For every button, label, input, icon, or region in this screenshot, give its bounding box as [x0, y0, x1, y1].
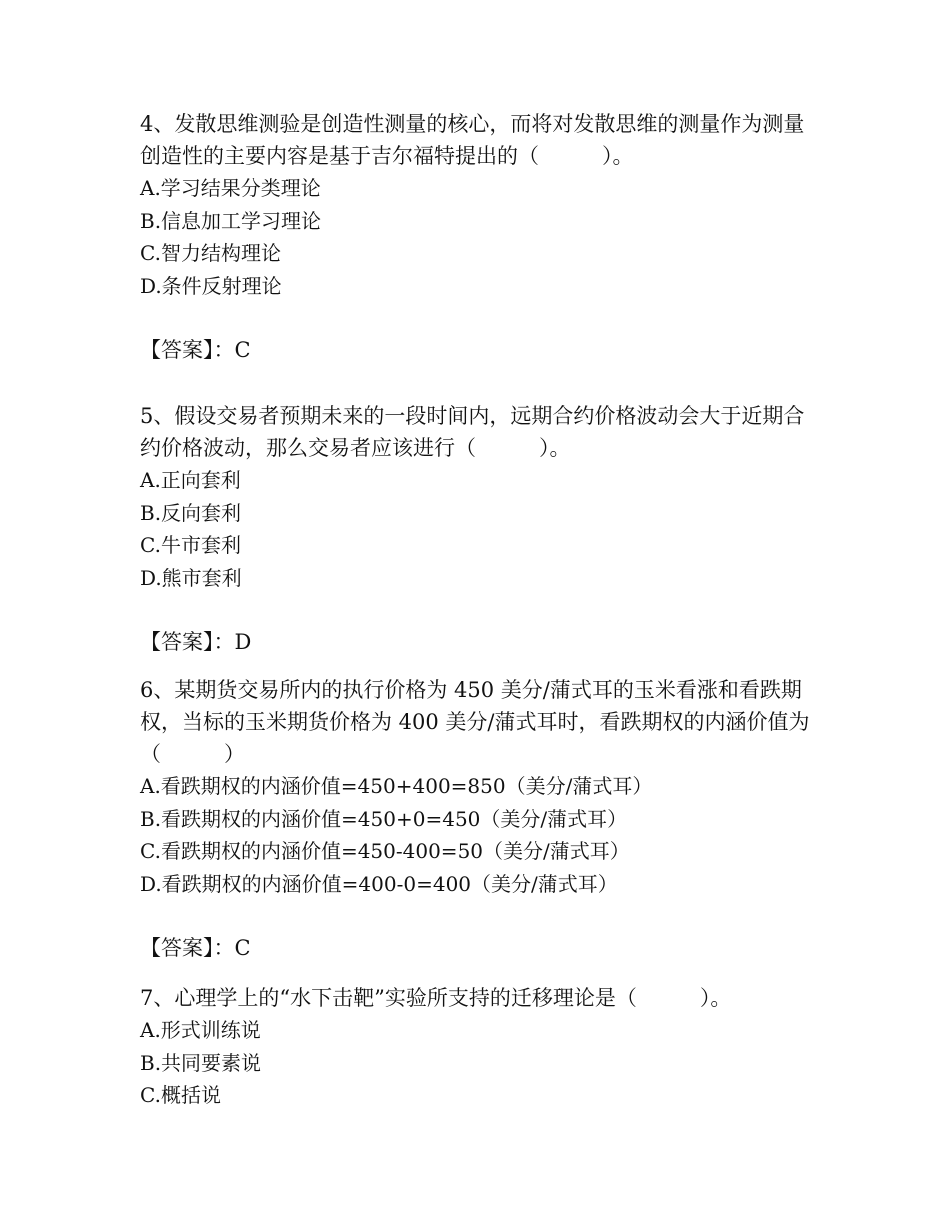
option-a: A.学习结果分类理论	[140, 176, 321, 200]
question-stem: 7、心理学上的“水下击靶”实验所支持的迁移理论是（ ）。	[140, 986, 732, 1010]
option-c: C.牛市套利	[140, 533, 241, 557]
question-7	[140, 982, 820, 1112]
option-c: C.看跌期权的内涵价值=450-400=50（美分/蒲式耳）	[140, 839, 630, 863]
option-b: B.信息加工学习理论	[140, 208, 322, 233]
option-b: B.看跌期权的内涵价值=450+0=450（美分/蒲式耳）	[140, 806, 628, 831]
option-c: C.概括说	[140, 1083, 221, 1107]
option-b: B.共同要素说	[140, 1050, 262, 1075]
question-stem: 5、假设交易者预期未来的一段时间内，远期合约价格波动会大于近期合约价格波动，那么交易者应该进行（ ）。	[140, 404, 805, 460]
option-d: D.条件反射理论	[140, 273, 282, 298]
question-6	[140, 674, 820, 982]
answer-line: 【答案】：C	[140, 338, 251, 362]
question-4	[140, 108, 820, 400]
answer-line: 【答案】：D	[140, 630, 252, 654]
option-b: B.反向套利	[140, 500, 242, 525]
document-page	[140, 108, 820, 1112]
answer-line: 【答案】：C	[140, 936, 251, 960]
option-a: A.看跌期权的内涵价值=450+400=850（美分/蒲式耳）	[140, 774, 653, 798]
question-stem: 4、发散思维测验是创造性测量的核心，而将对发散思维的测量作为测量创造性的主要内容是基于吉尔福特提出的（ ）。	[140, 112, 805, 168]
option-d: D.熊市套利	[140, 565, 242, 590]
option-a: A.形式训练说	[140, 1018, 261, 1042]
option-d: D.看跌期权的内涵价值=400-0=400（美分/蒲式耳）	[140, 871, 618, 896]
option-a: A.正向套利	[140, 468, 241, 492]
question-stem: 6、某期货交易所内的执行价格为 450 美分/蒲式耳的玉米看涨和看跌期权，当标的玉米期货价格为 400 美分/蒲式耳时，看跌期权的内涵价值为（ ）	[140, 678, 810, 766]
option-c: C.智力结构理论	[140, 241, 281, 265]
question-5	[140, 400, 820, 674]
